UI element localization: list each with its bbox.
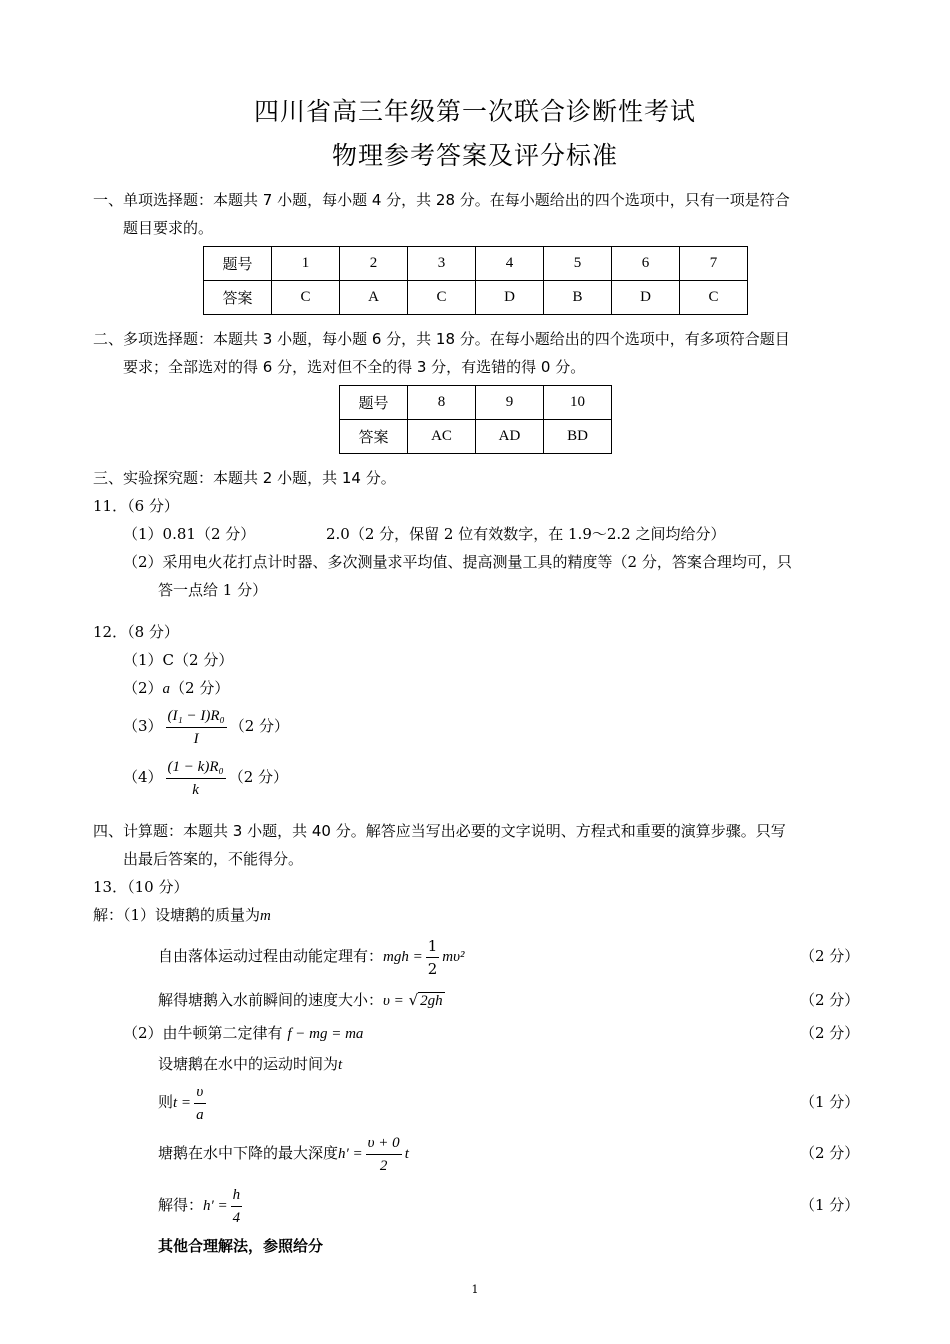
q12-part3-fraction	[166, 705, 227, 750]
q13-step4-score: （2 分）	[800, 1024, 860, 1042]
table-cell: AD	[476, 420, 544, 454]
table-cell: B	[544, 281, 612, 315]
q13-step2-text: 自由落体运动过程由动能定理有：	[158, 947, 384, 965]
q11-label: 11．（6 分）	[93, 497, 179, 515]
q12-part1: （1）C（2 分）	[123, 651, 234, 669]
table-cell: AC	[408, 420, 476, 454]
table-cell: C	[272, 281, 340, 315]
table-cell-header: 答案	[204, 281, 272, 315]
q12-part2-prefix: （2）	[123, 679, 163, 697]
table-row	[340, 420, 612, 454]
q13-step7	[158, 1130, 409, 1177]
table-cell: BD	[544, 420, 612, 454]
section2-heading-line1: 二、多项选择题：本题共 3 小题，每小题 6 分，共 18 分。在每小题给出的四个选项中，有多项符合题目	[93, 330, 790, 348]
q13-step6-lhs: t =	[173, 1095, 192, 1111]
q13-step5-var: t	[338, 1057, 343, 1073]
section2-answer-table	[339, 385, 612, 454]
table-cell: 7	[680, 247, 748, 281]
section1-heading-line2: 题目要求的。	[123, 219, 214, 237]
q13-step8-text: 解得：	[158, 1196, 204, 1214]
q13-step2-fraction	[426, 935, 440, 980]
table-cell: D	[612, 281, 680, 315]
section3-heading: 三、实验探究题：本题共 2 小题，共 14 分。	[93, 469, 396, 487]
q13-step2	[158, 933, 465, 980]
q13-step7-fraction	[366, 1132, 402, 1177]
q13-step2-score: （2 分）	[800, 947, 860, 965]
q13-step1	[93, 901, 271, 930]
section4-heading-line1: 四、计算题：本题共 3 小题，共 40 分。解答应当写出必要的文字说明、方程式和重要的演算步骤。只写	[93, 822, 786, 840]
table-cell: A	[340, 281, 408, 315]
q12-part2-suffix: （2 分）	[170, 679, 230, 697]
q13-note: 其他合理解法，参照给分	[158, 1237, 324, 1255]
table-cell: 5	[544, 247, 612, 281]
section1-heading-line1: 一、单项选择题：本题共 7 小题，每小题 4 分，共 28 分。在每小题给出的四个选项中，只有一项是符合	[93, 191, 790, 209]
fraction-numerator: (I₁ − I)R₀	[167, 707, 225, 724]
q13-step4	[123, 1019, 363, 1048]
fraction-denominator: k	[166, 778, 226, 801]
section1-answer-table	[203, 246, 748, 315]
q13-step5-text: 设塘鹅在水中的运动时间为	[158, 1055, 339, 1073]
q12-part4-prefix: （4）	[123, 768, 163, 786]
table-cell: 9	[476, 386, 544, 420]
q12-part4-fraction	[166, 756, 226, 801]
table-cell: 1	[272, 247, 340, 281]
q12-part4	[123, 754, 288, 801]
section2-heading-line2: 要求；全部选对的得 6 分，选对但不全的得 3 分，有选错的得 0 分。	[123, 358, 586, 376]
q13-step6	[158, 1079, 209, 1126]
q11-part1-a: （1）0.81（2 分）	[123, 525, 256, 543]
table-cell: 3	[408, 247, 476, 281]
table-cell: C	[680, 281, 748, 315]
q13-step8	[158, 1182, 245, 1229]
q13-step8-score: （1 分）	[800, 1196, 860, 1214]
q12-part3	[123, 703, 289, 750]
q13-step4-text: （2）由牛顿第二定律有	[123, 1024, 283, 1042]
section4-heading-line2: 出最后答案的，不能得分。	[123, 850, 304, 868]
table-row	[204, 247, 748, 281]
fraction-denominator: I	[166, 727, 227, 750]
q12-part3-suffix: （2 分）	[229, 717, 290, 735]
q13-step4-eq: f − mg = ma	[287, 1026, 364, 1042]
q13-step3-root: 2gh	[420, 993, 443, 1009]
q13-step6-score: （1 分）	[800, 1093, 860, 1111]
page-title: 四川省高三年级第一次联合诊断性考试	[253, 97, 696, 126]
table-cell: 8	[408, 386, 476, 420]
table-row	[204, 281, 748, 315]
table-cell-header: 答案	[340, 420, 408, 454]
q12-part2	[123, 674, 229, 703]
q13-step7-text: 塘鹅在水中下降的最大深度	[158, 1144, 339, 1162]
table-cell: C	[408, 281, 476, 315]
q13-step1-text: 解：（1）设塘鹅的质量为	[93, 906, 261, 924]
fraction-denominator: 2	[366, 1154, 402, 1177]
table-cell: 6	[612, 247, 680, 281]
q13-step6-text: 则	[158, 1093, 174, 1111]
table-cell: 10	[544, 386, 612, 420]
table-cell: 4	[476, 247, 544, 281]
q12-part4-suffix: （2 分）	[228, 768, 289, 786]
table-row	[340, 386, 612, 420]
q13-step6-fraction	[194, 1081, 206, 1126]
fraction-numerator: υ	[196, 1083, 204, 1100]
q13-step2-rhs: mυ²	[442, 949, 465, 965]
fraction-numerator: (1 − k)R₀	[167, 758, 224, 775]
q13-step8-fraction	[231, 1184, 243, 1229]
q12-part3-prefix: （3）	[123, 717, 163, 735]
q13-step5	[158, 1050, 342, 1079]
q13-step3-lhs: υ =	[383, 993, 404, 1009]
q13-step3	[158, 986, 445, 1015]
table-cell-header: 题号	[340, 386, 408, 420]
fraction-numerator: υ + 0	[367, 1134, 400, 1151]
fraction-numerator: h	[232, 1186, 241, 1203]
q13-step7-lhs: h′ =	[338, 1146, 363, 1162]
q13-step1-var: m	[260, 908, 271, 924]
q13-step8-lhs: h′ =	[203, 1198, 228, 1214]
q13-step2-lhs: mgh =	[383, 949, 423, 965]
q11-part2-line1: （2）采用电火花打点计时器、多次测量求平均值、提高测量工具的精度等（2 分，答案合理均可，只	[123, 553, 792, 571]
fraction-numerator: 1	[427, 936, 438, 955]
q12-part2-var: a	[162, 681, 171, 697]
q12-label: 12．（8 分）	[93, 623, 179, 641]
q11-part1-b: 2.0（2 分，保留 2 位有效数字，在 1.9～2.2 之间均给分）	[326, 525, 726, 543]
sqrt-icon: √	[408, 991, 419, 1009]
table-cell: 2	[340, 247, 408, 281]
q13-step3-text: 解得塘鹅入水前瞬间的速度大小：	[158, 991, 384, 1009]
table-cell: D	[476, 281, 544, 315]
q13-step7-rhs: t	[404, 1146, 409, 1162]
q13-step7-score: （2 分）	[800, 1144, 860, 1162]
fraction-denominator: a	[194, 1103, 206, 1126]
q13-label: 13．（10 分）	[93, 878, 189, 896]
table-cell-header: 题号	[204, 247, 272, 281]
q11-part2-line2: 答一点给 1 分）	[158, 581, 268, 599]
page-subtitle: 物理参考答案及评分标准	[331, 141, 618, 170]
page-number: 1	[471, 1283, 479, 1296]
fraction-denominator: 2	[426, 957, 440, 980]
fraction-denominator: 4	[231, 1206, 243, 1229]
q13-step3-score: （2 分）	[800, 991, 860, 1009]
